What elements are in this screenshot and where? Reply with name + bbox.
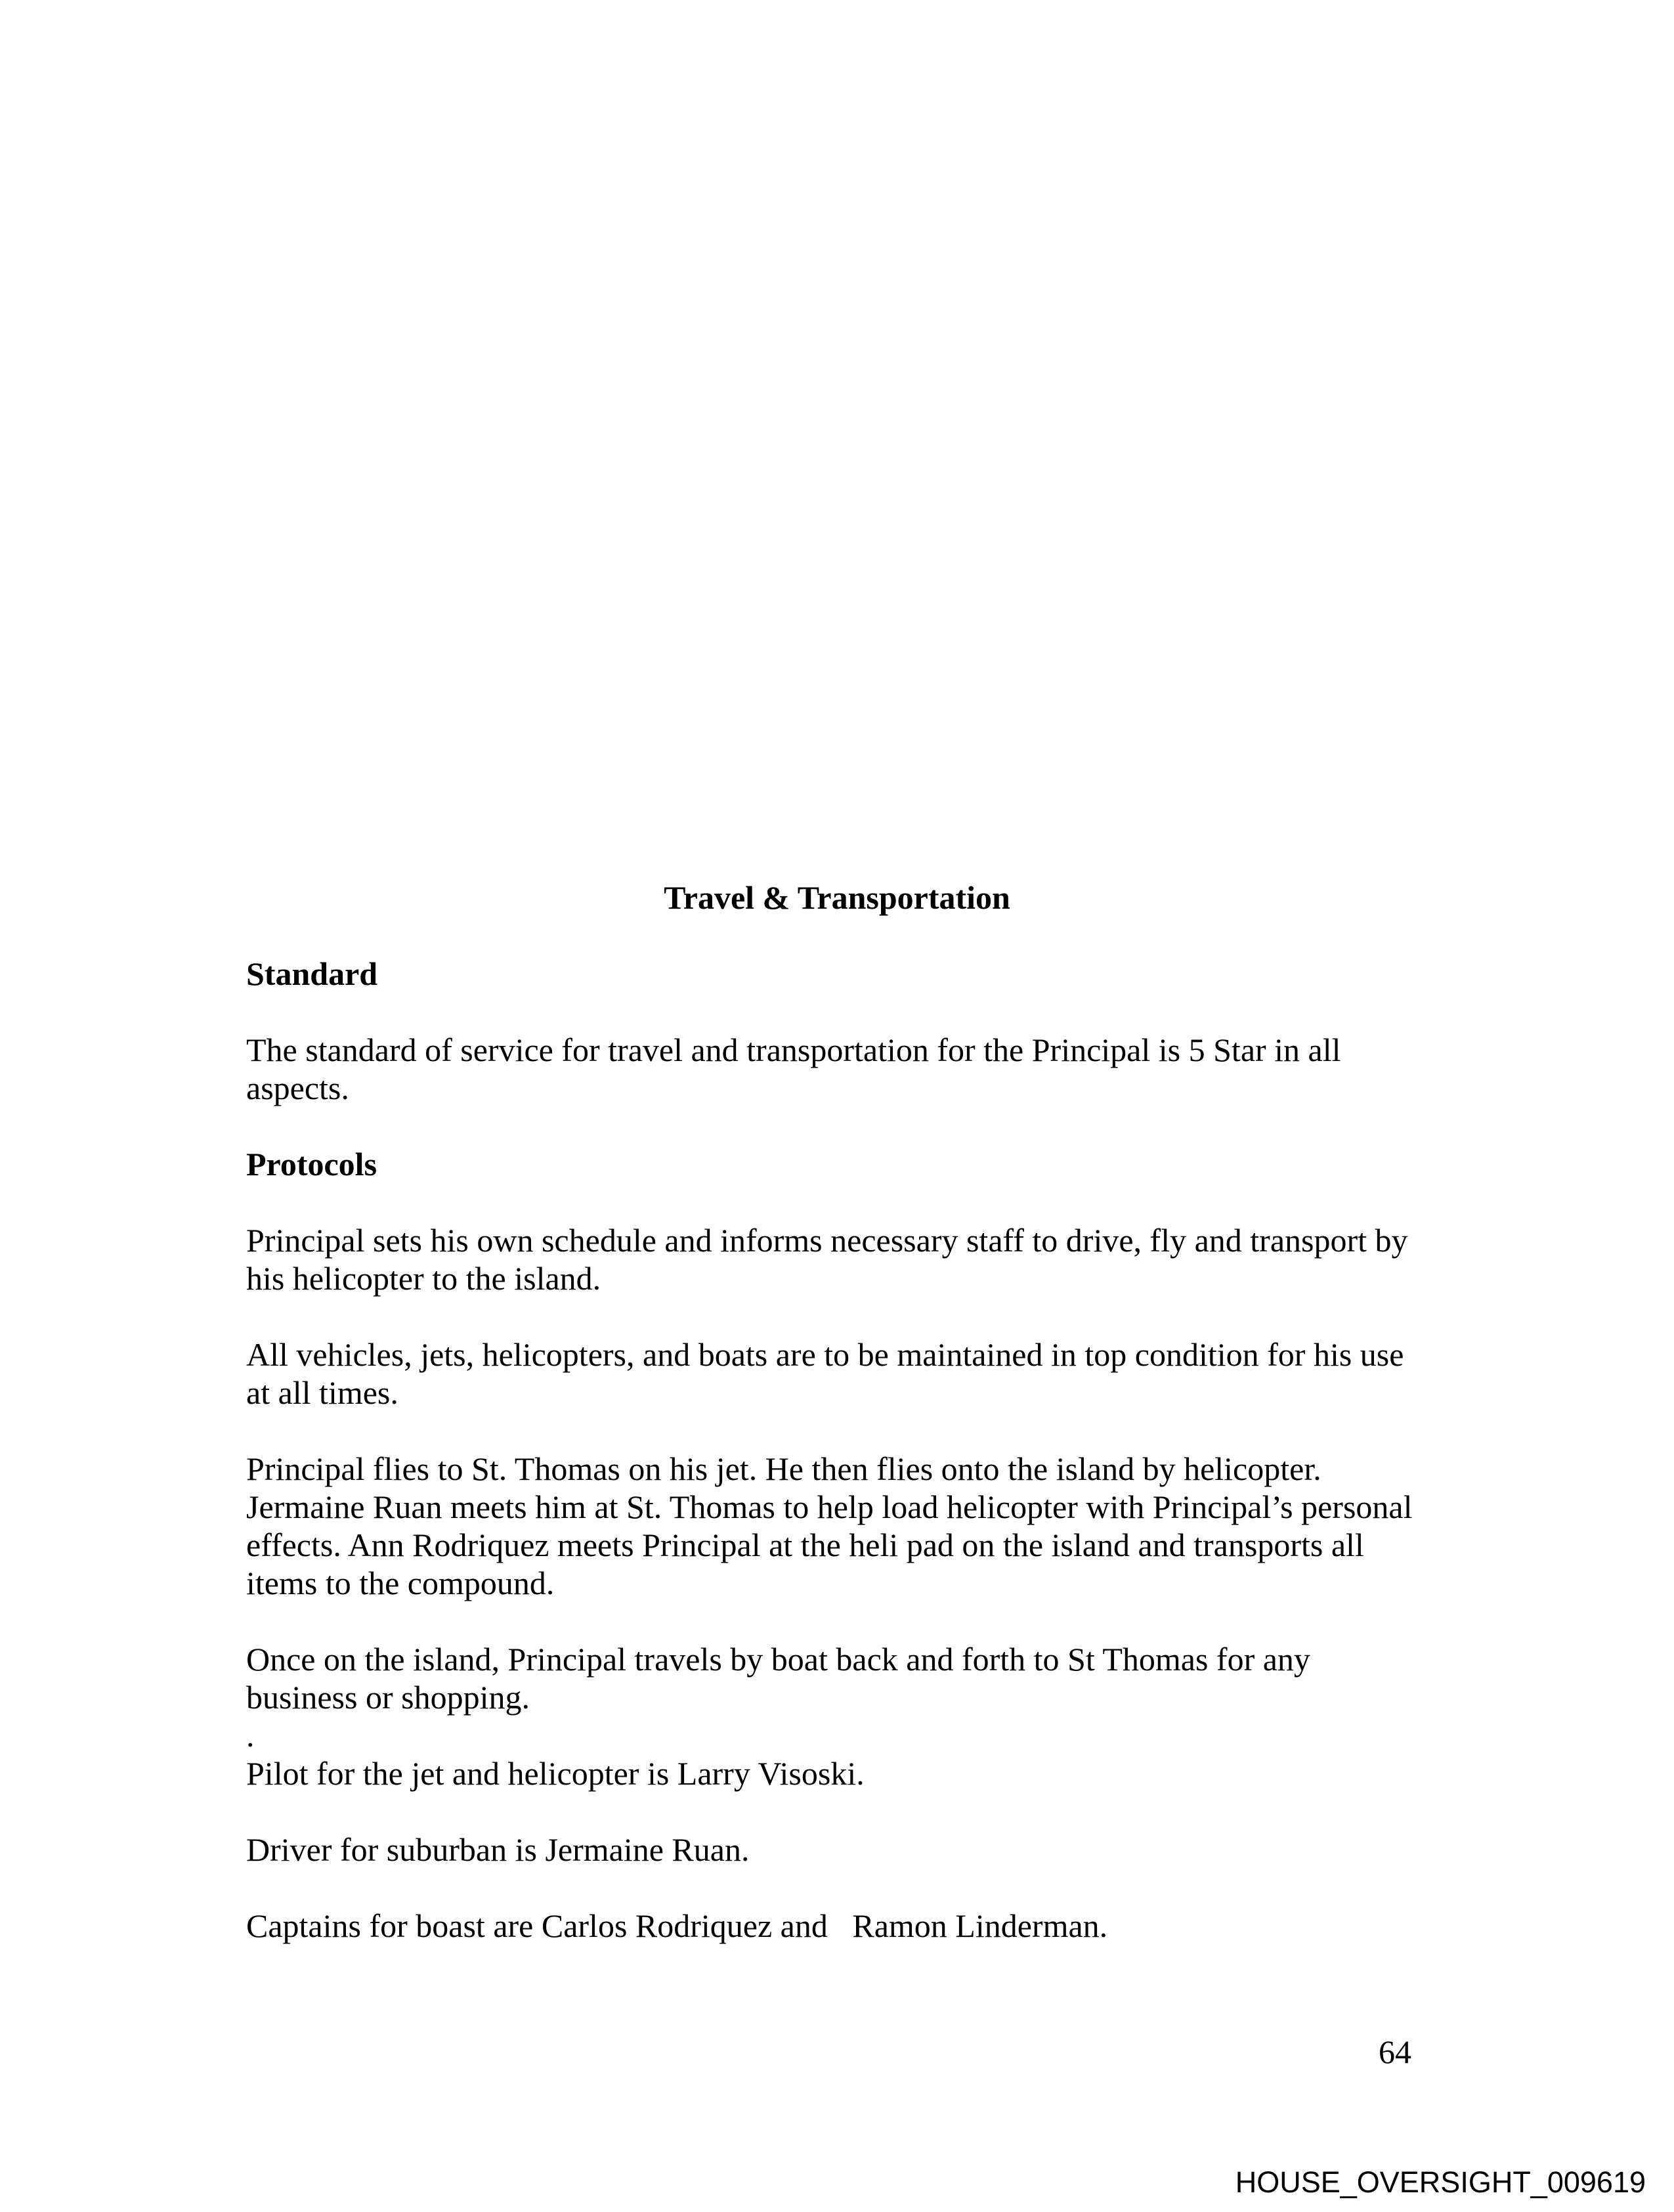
paragraph-standard-text: The standard of service for travel and transportation for the Principal is 5 Star in all aspects. [246, 1031, 1350, 1106]
page-number: 64 [1379, 2033, 1411, 2070]
paragraph-schedule: Principal sets his own schedule and informs necessary staff to drive, fly and transport by his helicopter to the island. [246, 1222, 1417, 1297]
document-body [246, 878, 1428, 1945]
document-title: Travel & Transportation [664, 879, 1010, 916]
paragraph-pilot: Pilot for the jet and helicopter is Larry Visoski. [246, 1755, 865, 1792]
section-heading-protocols: Protocols [246, 1146, 377, 1182]
paragraph-captains: Captains for boast are Carlos Rodriquez and Ramon Linderman. [246, 1907, 1108, 1944]
paragraph-travel-route: Principal flies to St. Thomas on his jet. He then flies onto the island by helicopter. Jermaine Ruan meets him at St. Thomas to help load helicopter with Principal’s personal effects. Ann Rodriquez meets Principal at the heli pad on the island and transports all items to the compound. [246, 1450, 1421, 1601]
paragraph-stray-period: . [246, 1717, 255, 1754]
paragraph-driver: Driver for suburban is Jermaine Ruan. [246, 1831, 750, 1868]
bates-stamp: HOUSE_OVERSIGHT_009619 [1235, 2165, 1646, 2199]
paragraph-maintenance: All vehicles, jets, helicopters, and boats are to be maintained in top condition for his use at all times. [246, 1336, 1412, 1411]
section-heading-standard: Standard [246, 955, 378, 992]
paragraph-island-boat: Once on the island, Principal travels by boat back and forth to St Thomas for any business or shopping. [246, 1641, 1319, 1716]
